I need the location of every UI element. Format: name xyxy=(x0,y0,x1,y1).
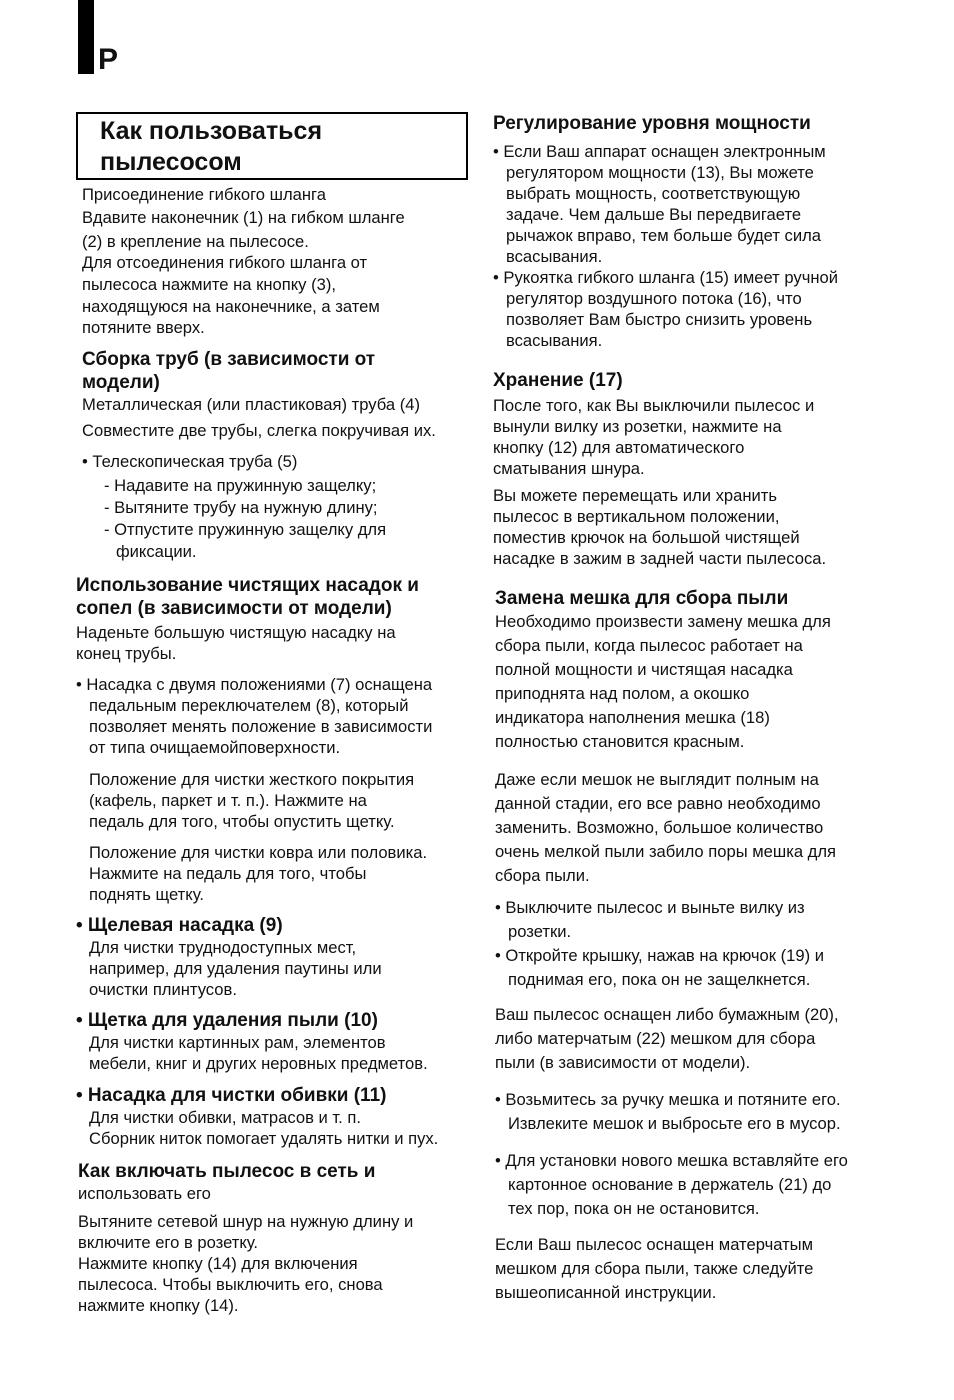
text-line: нажмите кнопку (14). xyxy=(78,1296,239,1315)
text-line: вышеописанной инструкции. xyxy=(495,1283,717,1302)
text-line: полностью становится красным. xyxy=(495,732,745,751)
text-line: очистки плинтусов. xyxy=(89,980,237,999)
text-line: педальным переключателем (8), который xyxy=(89,696,409,715)
text-line: сбора пыли, когда пылесос работает на xyxy=(495,636,803,655)
text-line: розетки. xyxy=(508,922,572,941)
page-title-line1: Как пользоваться xyxy=(100,117,323,145)
power-heading: Как включать пылесос в сеть и xyxy=(78,1161,376,1182)
text-line: поднимая его, пока он не защелкнется. xyxy=(508,970,811,989)
text-line: всасывания. xyxy=(506,247,603,266)
text-line: Вдавите наконечник (1) на гибком шланге xyxy=(82,208,405,227)
text-line: выбрать мощность, соответствующую xyxy=(506,184,801,203)
language-tab-bar xyxy=(78,0,94,74)
text-line: приподнята над полом, а окошко xyxy=(495,684,750,703)
crevice-heading: • Щелевая насадка (9) xyxy=(76,915,283,936)
text-line: пылесос в вертикальном положении, xyxy=(493,507,780,526)
text-line: позволяет Вам быстро снизить уровень xyxy=(506,310,813,329)
text-line: Необходимо произвести замену мешка для xyxy=(495,612,831,631)
pipes-section xyxy=(76,348,476,562)
text-line: пылесоса нажмите на кнопку (3), xyxy=(82,275,336,294)
left-column xyxy=(76,112,476,1316)
text-line: кнопку (12) для автоматического xyxy=(493,438,745,457)
text-line: Для отсоединения гибкого шланга от xyxy=(82,253,368,272)
text-line: мебели, книг и других неровных предметов. xyxy=(89,1054,428,1073)
text-line: Если Ваш пылесос оснащен матерчатым xyxy=(495,1235,814,1254)
section-title-box xyxy=(76,112,468,180)
text-line: конец трубы. xyxy=(76,644,177,663)
right-column xyxy=(490,112,880,1305)
power-subheading: использовать его xyxy=(78,1184,211,1203)
power-section xyxy=(76,1160,476,1316)
text-line: включите его в розетку. xyxy=(78,1233,259,1252)
text-line: Положение для чистки ковра или половика. xyxy=(89,843,428,862)
text-line: пылесоса. Чтобы выключить его, снова xyxy=(78,1275,383,1294)
nozzles-heading-line2: сопел (в зависимости от модели) xyxy=(76,598,392,619)
text-line: позволяет менять положение в зависимости xyxy=(89,717,433,736)
text-line: Даже если мешок не выглядит полным на xyxy=(495,770,819,789)
text-line: задаче. Чем дальше Вы передвигаете xyxy=(506,205,802,224)
text-line: вынули вилку из розетки, нажмите на xyxy=(493,417,782,436)
text-line: индикатора наполнения мешка (18) xyxy=(495,708,770,727)
text-line: всасывания. xyxy=(506,331,603,350)
text-line: (кафель, паркет и т. п.). Нажмите на xyxy=(89,791,367,810)
text-line: пыли (в зависимости от модели). xyxy=(495,1053,751,1072)
text-line: сбора пыли. xyxy=(495,866,590,885)
text-line: очень мелкой пыли забило поры мешка для xyxy=(495,842,837,861)
storage-section xyxy=(490,369,880,569)
text-line: насадке в зажим в задней части пылесоса. xyxy=(493,549,827,568)
text-line: полной мощности и чистящая насадка xyxy=(495,660,793,679)
text-line: Вытяните сетевой шнур на нужную длину и xyxy=(78,1212,414,1231)
text-line: находящуюся на наконечнике, а затем xyxy=(82,297,380,316)
text-line: поместив крючок на большой чистящей xyxy=(493,528,800,547)
text-line: либо матерчатым (22) мешком для сбора xyxy=(495,1029,816,1048)
text-line: Ваш пылесос оснащен либо бумажным (20), xyxy=(495,1005,839,1024)
text-line: Нажмите кнопку (14) для включения xyxy=(78,1254,358,1273)
text-line: мешком для сбора пыли, также следуйте xyxy=(495,1259,814,1278)
hose-section xyxy=(76,184,476,338)
text-line: от типа очищаемойповерхности. xyxy=(89,738,341,757)
power-level-section xyxy=(490,112,880,351)
pipes-heading-line2: модели) xyxy=(82,372,160,393)
text-line: Металлическая (или пластиковая) труба (4) xyxy=(82,395,421,414)
text-line: регулятором мощности (13), Вы можете xyxy=(506,163,814,182)
text-line: рычажок вправо, тем больше будет сила xyxy=(506,226,822,245)
bag-section xyxy=(490,587,880,1305)
power-level-heading: Регулирование уровня мощности xyxy=(493,113,811,134)
bag-heading: Замена мешка для сбора пыли xyxy=(495,588,789,609)
text-line: После того, как Вы выключили пылесос и xyxy=(493,396,815,415)
text-line: потяните вверх. xyxy=(82,318,205,337)
text-line: Для чистки картинных рам, элементов xyxy=(89,1033,386,1052)
text-line: заменить. Возможно, большое количество xyxy=(495,818,824,837)
text-line: - Вытяните трубу на нужную длину; xyxy=(104,498,378,517)
text-line: • Возьмитесь за ручку мешка и потяните его. xyxy=(495,1090,841,1109)
text-line: Для чистки обивки, матрасов и т. п. xyxy=(89,1108,361,1127)
pipes-heading-line1: Сборка труб (в зависимости от xyxy=(82,349,376,370)
text-line: • Для установки нового мешка вставляйте его xyxy=(495,1151,848,1170)
text-line: Извлеките мешок и выбросьте его в мусор. xyxy=(508,1114,841,1133)
text-line: Наденьте большую чистящую насадку на xyxy=(76,623,396,642)
text-line: фиксации. xyxy=(116,542,197,561)
text-line: данной стадии, его все равно необходимо xyxy=(495,794,821,813)
text-line: • Если Ваш аппарат оснащен электронным xyxy=(493,142,826,161)
language-code: P xyxy=(98,43,119,76)
hose-heading: Присоединение гибкого шланга xyxy=(82,185,326,204)
text-line: - Отпустите пружинную защелку для xyxy=(104,520,387,539)
text-line: картонное основание в держатель (21) до xyxy=(508,1175,832,1194)
page-title-line2: пылесосом xyxy=(100,148,242,176)
text-line: • Телескопическая труба (5) xyxy=(82,452,298,471)
text-line: • Откройте крышку, нажав на крючок (19) и xyxy=(495,946,825,965)
text-line: поднять щетку. xyxy=(89,885,204,904)
nozzles-heading-line1: Использование чистящих насадок и xyxy=(76,575,419,596)
text-line: Сборник ниток помогает удалять нитки и пух. xyxy=(89,1129,439,1148)
upholstery-heading: • Насадка для чистки обивки (11) xyxy=(76,1085,387,1106)
text-line: Для чистки труднодоступных мест, xyxy=(89,938,357,957)
text-line: Нажмите на педаль для того, чтобы xyxy=(89,864,367,883)
dust-brush-heading: • Щетка для удаления пыли (10) xyxy=(76,1010,378,1031)
text-line: сматывания шнура. xyxy=(493,459,645,478)
text-line: - Надавите на пружинную защелку; xyxy=(104,476,377,495)
text-line: • Насадка с двумя положениями (7) оснащена xyxy=(76,675,433,694)
text-line: Совместите две трубы, слегка покручивая их. xyxy=(82,421,436,440)
text-line: Вы можете перемещать или хранить xyxy=(493,486,778,505)
text-line: регулятор воздушного потока (16), что xyxy=(506,289,802,308)
text-line: Положение для чистки жесткого покрытия xyxy=(89,770,415,789)
storage-heading: Хранение (17) xyxy=(493,370,623,391)
nozzles-section xyxy=(76,574,476,1149)
text-line: например, для удаления паутины или xyxy=(89,959,382,978)
text-line: тех пор, пока он не остановится. xyxy=(508,1199,760,1218)
text-line: • Выключите пылесос и выньте вилку из xyxy=(495,898,805,917)
text-line: (2) в крепление на пылесосе. xyxy=(82,232,309,251)
text-line: педаль для того, чтобы опустить щетку. xyxy=(89,812,395,831)
text-line: • Рукоятка гибкого шланга (15) имеет ручной xyxy=(493,268,839,287)
